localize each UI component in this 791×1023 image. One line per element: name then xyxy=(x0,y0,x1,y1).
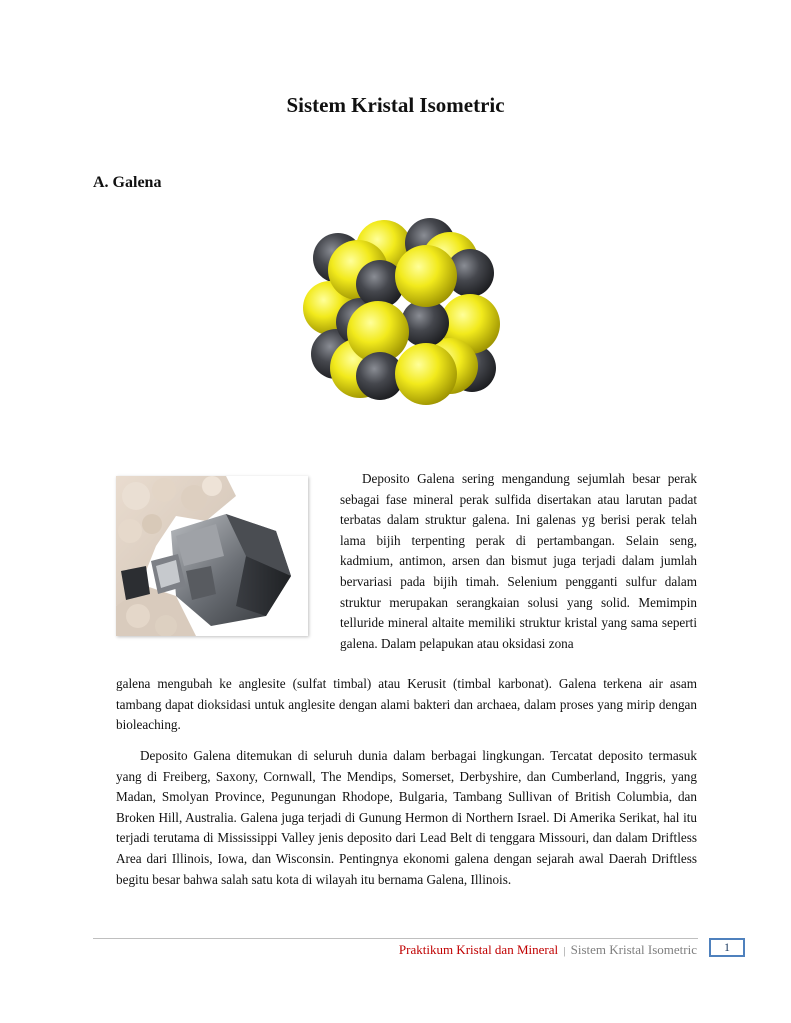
paragraph-1-part-2: galena mengubah ke anglesite (sulfat timbal) atau Kerusit (timbal karbonat). Galena terkena air asam tambang dapat dioksidasi untuk anglesite dengan alami bakteri dan archaea, dalam proses yang mirip dengan bioleaching. xyxy=(116,676,697,733)
galena-crystal-structure-image xyxy=(300,218,510,410)
paragraph-2: Deposito Galena ditemukan di seluruh dunia dalam berbagai lingkungan. Tercatat deposito termasuk yang di Freiberg, Saxony, Cornwall, The Mendips, Somerset, Derbyshire, dan Cumberland, Inggris, yang Madan, Smolyan Province, Pegunungan Rhodope, Bulgaria, Tambang Sullivan of British Columbia, dan Broken Hill, Australia. Galena juga terjadi di Gunung Hermon di Northern Israel. Di Amerika Serikat, hal itu terjadi terutama di Mississippi Valley jenis deposito dari Lead Belt di tenggara Missouri, dan dalam Driftless Area dari Illinois, Iowa, dan Wisconsin. Pentingnya ekonomi galena dengan sejarah awal Daerah Driftless begitu besar bahwa salah satu kota di wilayah itu bernama Galena, Illinois. xyxy=(116,748,697,887)
footer xyxy=(399,942,697,958)
footer-course: Praktikum Kristal dan Mineral xyxy=(398,942,559,957)
galena-mineral-photo xyxy=(116,476,308,636)
page-title: Sistem Kristal Isometric xyxy=(286,93,505,117)
paragraph-1-part-1 xyxy=(340,469,697,654)
footer-separator: | xyxy=(563,946,566,957)
paragraph-1-part-1-text: Deposito Galena sering mengandung sejumlah besar perak sebagai fase mineral perak sulfida disertakan atau larutan padat terbatas dalam struktur galena. Ini galenas yg berisi perak telah lama bijih terpenting perak di pertambangan. Selain seng, kadmium, antimon, arsen dan bismut juga terjadi dalam jumlah bervariasi pada bijih timah. Selenium pengganti sulfur dalam struktur merupakan serangkaian solusi yang solid. Memimpin telluride mineral altaite memiliki struktur kristal yang sama seperti galena. Dalam pelapukan atau oksidasi zona xyxy=(340,471,697,651)
page-number: 1 xyxy=(709,938,745,957)
footer-chapter: Sistem Kristal Isometric xyxy=(570,942,697,957)
footer-divider xyxy=(93,938,698,939)
section-heading: A. Galena xyxy=(93,174,162,191)
